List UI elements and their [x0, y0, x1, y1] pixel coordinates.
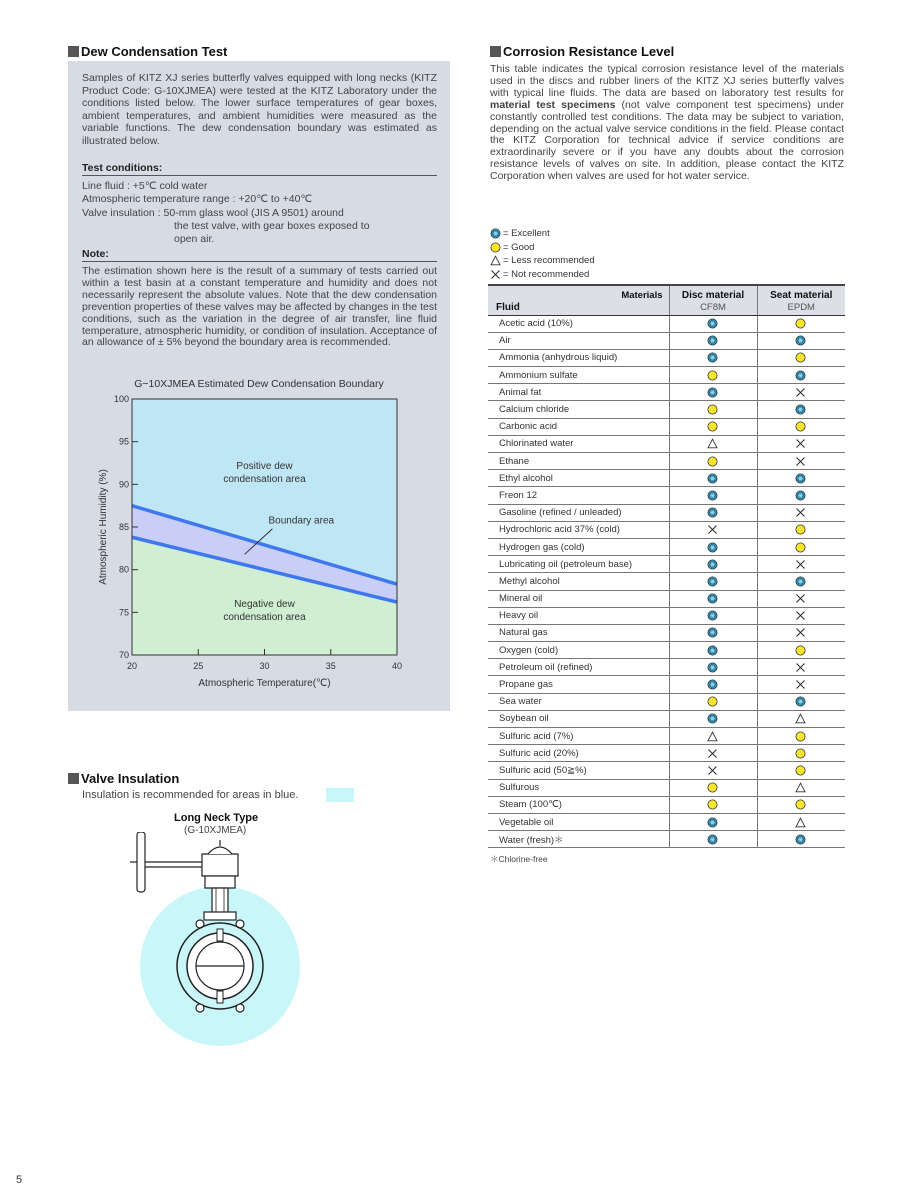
header-seat-material: Seat material	[757, 285, 845, 301]
fluid-cell: Hydrochloric acid 37% (cold)	[488, 521, 669, 538]
x-tick-label: 30	[259, 661, 270, 671]
table-row	[488, 831, 845, 848]
good-icon	[707, 799, 718, 810]
not-recommended-icon	[795, 627, 806, 638]
legend-item	[490, 254, 595, 268]
table-row	[488, 624, 845, 641]
fluid-cell: Heavy oil	[488, 607, 669, 624]
seat-rating-cell	[757, 315, 845, 332]
condition-line: Valve insulation : 50-mm glass wool (JIS A 9501) around	[82, 206, 344, 219]
seat-rating-cell	[757, 384, 845, 401]
less-recommended-icon	[795, 817, 806, 828]
disc-rating-cell	[669, 367, 757, 384]
square-bullet-icon	[68, 773, 79, 784]
table-footnote: ＊Chlorine-free	[490, 854, 548, 864]
not-recommended-icon	[795, 593, 806, 604]
disc-rating-cell	[669, 693, 757, 710]
excellent-icon	[795, 370, 806, 381]
good-icon	[795, 542, 806, 553]
seat-rating-cell	[757, 642, 845, 659]
corrosion-description	[490, 64, 844, 183]
positive-area-label: condensation area	[223, 473, 306, 485]
disc-rating-cell	[669, 556, 757, 573]
seat-rating-cell	[757, 762, 845, 779]
seat-rating-cell	[757, 607, 845, 624]
table-row	[488, 470, 845, 487]
header-materials: Materials	[488, 285, 669, 301]
fluid-cell: Mineral oil	[488, 590, 669, 607]
seat-rating-cell	[757, 470, 845, 487]
excellent-icon	[707, 834, 718, 845]
excellent-icon	[707, 610, 718, 621]
not-recommended-icon	[490, 269, 501, 280]
negative-area-label: Negative dew	[234, 599, 295, 611]
negative-area-label: condensation area	[223, 612, 306, 624]
disc-rating-cell	[669, 401, 757, 418]
fluid-cell: Sulfuric acid (50≧%)	[488, 762, 669, 779]
y-tick-label: 85	[118, 522, 129, 532]
disc-rating-cell	[669, 521, 757, 538]
excellent-icon	[707, 713, 718, 724]
fluid-cell: Ammonia (anhydrous liquid)	[488, 349, 669, 366]
not-recommended-icon	[795, 559, 806, 570]
x-tick-label: 40	[391, 661, 403, 671]
good-icon	[707, 696, 718, 707]
excellent-icon	[707, 318, 718, 329]
condition-line: the test valve, with gear boxes exposed to	[174, 219, 370, 232]
disc-rating-cell	[669, 487, 757, 504]
good-icon	[795, 799, 806, 810]
square-bullet-icon	[490, 46, 501, 57]
less-recommended-icon	[707, 438, 718, 449]
not-recommended-icon	[707, 765, 718, 776]
legend-item	[490, 227, 595, 241]
good-icon	[795, 318, 806, 329]
not-recommended-icon	[707, 524, 718, 535]
table-row	[488, 590, 845, 607]
seat-rating-cell	[757, 453, 845, 470]
disc-rating-cell	[669, 710, 757, 727]
dew-title-text: Dew Condensation Test	[81, 44, 228, 59]
excellent-icon	[707, 473, 718, 484]
seat-rating-cell	[757, 590, 845, 607]
fluid-cell: Sea water	[488, 693, 669, 710]
dew-note: The estimation shown here is the result of a summary of tests carried out within a test basin at a constant temperature and humidity and does not necessarily represent the absolute values. Note that the dew condensation prevention properties of these valves may be affected by changes in the test conditions, such as the variation in the degree of air transfer, line fluid temperature, atmospheric humidity, or condition of insulation. Acceptance of an allowance of ± 5% beyond the boundary area is recommended.	[82, 265, 437, 349]
disc-rating-cell	[669, 332, 757, 349]
disc-rating-cell	[669, 573, 757, 590]
fluid-cell: Ethane	[488, 453, 669, 470]
table-row	[488, 779, 845, 796]
chart-title: G−10XJMEA Estimated Dew Condensation Boundary	[134, 378, 384, 390]
disc-rating-cell	[669, 418, 757, 435]
fluid-cell: Sulfurous	[488, 779, 669, 796]
fluid-cell: Petroleum oil (refined)	[488, 659, 669, 676]
table-row	[488, 813, 845, 830]
good-icon	[795, 524, 806, 535]
excellent-icon	[707, 576, 718, 587]
not-recommended-icon	[795, 662, 806, 673]
corrosion-section-title	[490, 44, 674, 59]
fluid-cell: Ethyl alcohol	[488, 470, 669, 487]
seat-rating-cell	[757, 401, 845, 418]
y-tick-label: 75	[118, 607, 129, 618]
excellent-icon	[707, 387, 718, 398]
not-recommended-icon	[795, 679, 806, 690]
excellent-icon	[707, 490, 718, 501]
y-tick-label: 100	[113, 394, 129, 404]
fluid-cell: Carbonic acid	[488, 418, 669, 435]
desc-part: (not valve component test specimens) under constantly controlled test conditions. The data may be subject to variation, depending on the actual valve service conditions in the field. Please contact the KITZ Corporation for technical advice if service conditions are extraordinarily severe or if you have any doubts about the corrosion resistance levels of valves on site. In addition, please contact the KITZ Corporation when valves are used for hot water service.	[490, 98, 844, 183]
fluid-cell: Chlorinated water	[488, 435, 669, 452]
table-row	[488, 762, 845, 779]
note-heading: Note:	[82, 248, 437, 262]
legend-label: = Excellent	[503, 228, 550, 239]
dew-section-title	[68, 44, 227, 59]
x-tick-label: 25	[193, 661, 204, 671]
corrosion-table	[488, 284, 845, 848]
fluid-cell: Vegetable oil	[488, 813, 669, 830]
insulation-text: Insulation is recommended for areas in blue.	[82, 789, 299, 801]
desc-part: This table indicates the typical corrosion resistance level of the materials used in the discs and rubber liners of the KITZ XJ series butterfly valves with typical line fluids. The data are based on laboratory test results for	[490, 63, 844, 99]
excellent-icon	[795, 576, 806, 587]
seat-rating-cell	[757, 556, 845, 573]
y-tick-label: 80	[118, 564, 129, 575]
disc-rating-cell	[669, 796, 757, 813]
seat-rating-cell	[757, 573, 845, 590]
condition-line: Atmospheric temperature range : +20℃ to +40℃	[82, 193, 313, 206]
disc-rating-cell	[669, 349, 757, 366]
seat-rating-cell	[757, 504, 845, 521]
fluid-cell: Animal fat	[488, 384, 669, 401]
disc-rating-cell	[669, 745, 757, 762]
not-recommended-icon	[795, 456, 806, 467]
handwheel-icon	[137, 832, 145, 892]
seat-rating-cell	[757, 728, 845, 745]
figure-title: Long Neck Type	[174, 812, 259, 824]
disc-rating-cell	[669, 384, 757, 401]
seat-rating-cell	[757, 435, 845, 452]
dew-intro: Samples of KITZ XJ series butterfly valves equipped with long necks (KITZ Product Code: G-10XJMEA) were tested at the KITZ Laboratory under the conditions listed below. The lower surface temperatures of gear boxes, ambient temperatures, and ambient humidities were measured as the variable functions. The dew condensation boundary was estimated as illustrated below.	[82, 72, 437, 147]
header-disc-material: Disc material	[669, 285, 757, 301]
long-neck-valve-diagram	[120, 832, 320, 1054]
seat-rating-cell	[757, 676, 845, 693]
boundary-area-label: Boundary area	[268, 515, 335, 527]
fluid-cell: Soybean oil	[488, 710, 669, 727]
condition-line: Line fluid : +5℃ cold water	[82, 180, 208, 192]
excellent-icon	[707, 352, 718, 363]
fluid-cell: Methyl alcohol	[488, 573, 669, 590]
figure-code: (G-10XJMEA)	[184, 825, 247, 836]
fluid-cell: Water (fresh)＊	[488, 831, 669, 848]
excellent-icon	[795, 696, 806, 707]
table-row	[488, 538, 845, 555]
table-row	[488, 504, 845, 521]
seat-rating-cell	[757, 710, 845, 727]
less-recommended-icon	[490, 255, 501, 266]
seat-rating-cell	[757, 367, 845, 384]
table-row	[488, 796, 845, 813]
disc-rating-cell	[669, 504, 757, 521]
seat-rating-cell	[757, 779, 845, 796]
seat-rating-cell	[757, 521, 845, 538]
good-icon	[707, 456, 718, 467]
table-row	[488, 693, 845, 710]
fluid-cell: Freon 12	[488, 487, 669, 504]
fluid-cell: Ammonium sulfate	[488, 367, 669, 384]
fluid-cell: Sulfuric acid (20%)	[488, 745, 669, 762]
not-recommended-icon	[795, 387, 806, 398]
disc-rating-cell	[669, 779, 757, 796]
seat-rating-cell	[757, 813, 845, 830]
excellent-icon	[707, 507, 718, 518]
table-row	[488, 367, 845, 384]
not-recommended-icon	[795, 438, 806, 449]
seat-rating-cell	[757, 349, 845, 366]
fluid-cell: Steam (100℃)	[488, 796, 669, 813]
table-row	[488, 453, 845, 470]
corrosion-title-text: Corrosion Resistance Level	[503, 44, 675, 59]
excellent-icon	[707, 662, 718, 673]
header-disc-code: CF8M	[669, 301, 757, 315]
table-row	[488, 418, 845, 435]
disc-rating-cell	[669, 435, 757, 452]
fluid-cell: Oxygen (cold)	[488, 642, 669, 659]
seat-rating-cell	[757, 796, 845, 813]
disc-rating-cell	[669, 453, 757, 470]
condition-line: open air.	[174, 233, 215, 246]
excellent-icon	[795, 473, 806, 484]
excellent-icon	[707, 817, 718, 828]
seat-rating-cell	[757, 624, 845, 641]
good-icon	[490, 242, 501, 253]
fluid-cell: Acetic acid (10%)	[488, 315, 669, 332]
positive-area-label: Positive dew	[236, 460, 293, 472]
disc-rating-cell	[669, 470, 757, 487]
disc-rating-cell	[669, 813, 757, 830]
not-recommended-icon	[795, 507, 806, 518]
good-icon	[795, 765, 806, 776]
table-subheader-row	[488, 301, 845, 315]
disc-rating-cell	[669, 538, 757, 555]
good-icon	[795, 731, 806, 742]
fluid-cell: Natural gas	[488, 624, 669, 641]
fluid-cell: Hydrogen gas (cold)	[488, 538, 669, 555]
disc-rating-cell	[669, 762, 757, 779]
excellent-icon	[707, 645, 718, 656]
y-tick-label: 70	[118, 650, 129, 660]
insulation-color-swatch	[326, 788, 354, 802]
excellent-icon	[795, 490, 806, 501]
seat-rating-cell	[757, 693, 845, 710]
x-axis-label: Atmospheric Temperature(℃)	[198, 678, 331, 689]
fluid-cell: Calcium chloride	[488, 401, 669, 418]
symbol-legend	[490, 227, 595, 281]
seat-rating-cell	[757, 831, 845, 848]
table-row	[488, 745, 845, 762]
fluid-cell: Lubricating oil (petroleum base)	[488, 556, 669, 573]
table-row	[488, 521, 845, 538]
seat-rating-cell	[757, 538, 845, 555]
disc-rating-cell	[669, 315, 757, 332]
excellent-icon	[795, 335, 806, 346]
good-icon	[795, 352, 806, 363]
good-icon	[795, 421, 806, 432]
table-row	[488, 659, 845, 676]
disc-rating-cell	[669, 624, 757, 641]
seat-rating-cell	[757, 418, 845, 435]
legend-item	[490, 268, 595, 282]
dew-condensation-chart	[68, 390, 450, 700]
good-icon	[795, 748, 806, 759]
x-tick-label: 35	[325, 661, 336, 671]
excellent-icon	[707, 559, 718, 570]
less-recommended-icon	[795, 713, 806, 724]
less-recommended-icon	[707, 731, 718, 742]
excellent-icon	[795, 834, 806, 845]
excellent-icon	[707, 335, 718, 346]
legend-item	[490, 241, 595, 255]
seat-rating-cell	[757, 745, 845, 762]
good-icon	[795, 645, 806, 656]
good-icon	[707, 421, 718, 432]
table-row	[488, 728, 845, 745]
y-tick-label: 95	[118, 436, 129, 447]
disc-rating-cell	[669, 728, 757, 745]
test-conditions	[82, 180, 370, 246]
table-row	[488, 642, 845, 659]
excellent-icon	[707, 542, 718, 553]
seat-rating-cell	[757, 487, 845, 504]
disc-rating-cell	[669, 659, 757, 676]
desc-bold: material test specimens	[490, 98, 616, 111]
less-recommended-icon	[795, 782, 806, 793]
insulation-title-text: Valve Insulation	[81, 771, 180, 786]
disc-rating-cell	[669, 831, 757, 848]
page-number: 5	[16, 1174, 23, 1186]
x-tick-label: 20	[126, 661, 138, 671]
test-conditions-heading: Test conditions:	[82, 162, 437, 176]
legend-label: = Not recommended	[503, 268, 590, 280]
fluid-cell: Propane gas	[488, 676, 669, 693]
excellent-icon	[707, 593, 718, 604]
table-header-row	[488, 285, 845, 301]
excellent-icon	[707, 627, 718, 638]
y-tick-label: 90	[118, 479, 129, 490]
table-row	[488, 332, 845, 349]
table-row	[488, 401, 845, 418]
excellent-icon	[707, 679, 718, 690]
gear-box-icon	[202, 854, 238, 876]
good-icon	[707, 782, 718, 793]
table-row	[488, 710, 845, 727]
table-row	[488, 315, 845, 332]
disc-rating-cell	[669, 642, 757, 659]
good-icon	[707, 404, 718, 415]
header-fluid: Fluid	[488, 301, 669, 315]
table-row	[488, 607, 845, 624]
not-recommended-icon	[707, 748, 718, 759]
disc-rating-cell	[669, 676, 757, 693]
header-seat-code: EPDM	[757, 301, 845, 315]
table-row	[488, 573, 845, 590]
not-recommended-icon	[795, 610, 806, 621]
table-row	[488, 349, 845, 366]
seat-rating-cell	[757, 659, 845, 676]
table-row	[488, 487, 845, 504]
square-bullet-icon	[68, 46, 79, 57]
excellent-icon	[795, 404, 806, 415]
y-axis-label: Atmospheric Humidity (%)	[98, 469, 109, 585]
table-row	[488, 384, 845, 401]
fluid-cell: Air	[488, 332, 669, 349]
legend-label: = Good	[503, 241, 535, 253]
seat-rating-cell	[757, 332, 845, 349]
disc-rating-cell	[669, 607, 757, 624]
legend-label: = Less recommended	[503, 255, 595, 267]
fluid-cell: Sulfuric acid (7%)	[488, 728, 669, 745]
table-row	[488, 556, 845, 573]
table-row	[488, 435, 845, 452]
excellent-icon	[490, 228, 501, 239]
good-icon	[707, 370, 718, 381]
table-row	[488, 676, 845, 693]
fluid-cell: Gasoline (refined / unleaded)	[488, 504, 669, 521]
disc-rating-cell	[669, 590, 757, 607]
insulation-section-title	[68, 771, 179, 786]
